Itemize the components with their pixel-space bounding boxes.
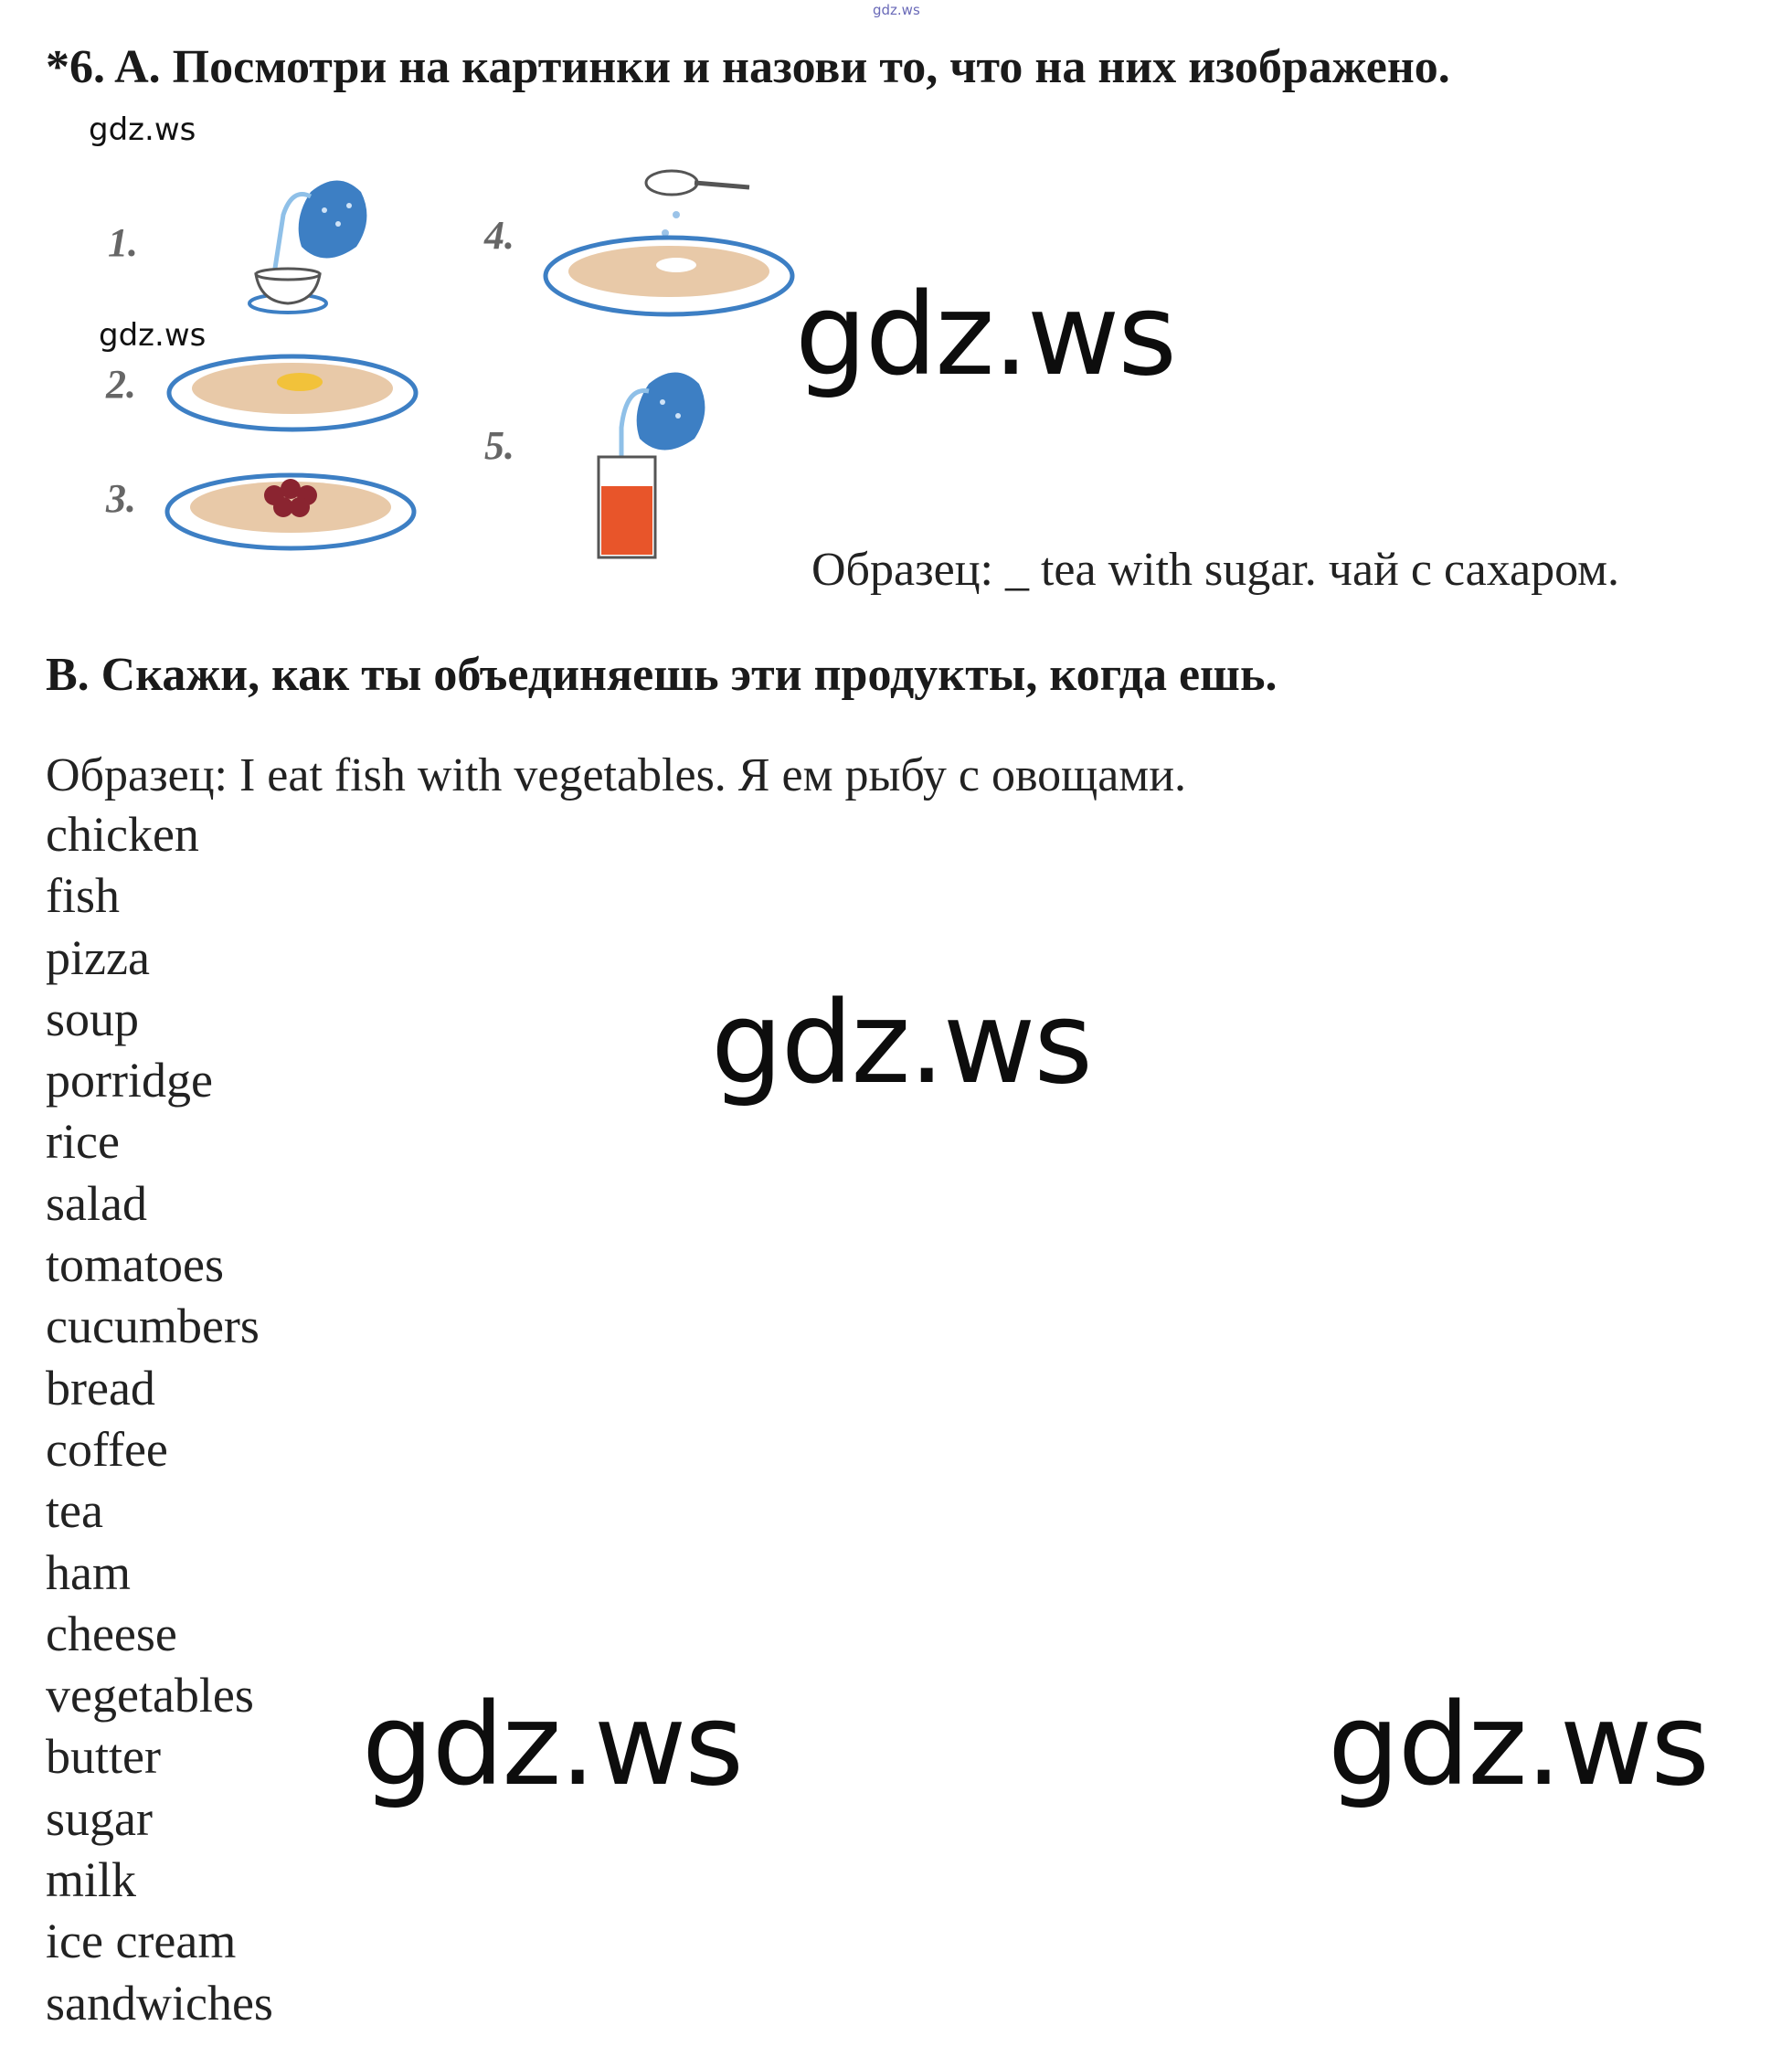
list-item: fish: [46, 868, 120, 924]
list-item: chicken: [46, 807, 199, 862]
list-item: ham: [46, 1544, 131, 1600]
list-item: vegetables: [46, 1668, 254, 1723]
food-illustration: [91, 155, 804, 594]
list-item: butter: [46, 1729, 161, 1785]
cup-and-pitcher-icon: [249, 181, 366, 313]
plate-with-berries-icon: [167, 475, 414, 548]
task-b-heading: B. Скажи, как ты объединяешь эти продукты, когда ешь.: [46, 649, 1278, 701]
list-item: pizza: [46, 929, 150, 985]
watermark-big-1: gdz.ws: [795, 270, 1175, 401]
list-item: tomatoes: [46, 1237, 224, 1293]
picture-number-3: 3.: [106, 476, 136, 521]
list-item: salad: [46, 1175, 147, 1231]
list-item: milk: [46, 1852, 137, 1908]
word-list: [46, 804, 273, 2034]
watermark-big-4: gdz.ws: [1328, 1680, 1708, 1811]
watermark-big-2: gdz.ws: [711, 978, 1091, 1109]
sample-a: Образец: _ tea with sugar. чай с сахаром.: [811, 544, 1620, 596]
task-a-heading: *6. A. Посмотри на картинки и назови то, что на них изображено.: [46, 41, 1450, 93]
list-item: ice cream: [46, 1914, 237, 1969]
list-item: bread: [46, 1360, 155, 1416]
plate-with-sugar-spoon-icon: [546, 171, 792, 314]
list-item: cucumbers: [46, 1299, 260, 1354]
picture-number-5: 5.: [484, 423, 514, 468]
top-watermark: gdz.ws: [873, 2, 920, 18]
list-item: sandwiches: [46, 1975, 273, 2031]
watermark-small-2: gdz.ws: [99, 317, 207, 354]
list-item: porridge: [46, 1053, 213, 1108]
plate-with-butter-icon: [169, 356, 416, 430]
glass-and-pitcher-icon: [599, 373, 705, 558]
list-item: cheese: [46, 1606, 177, 1661]
picture-number-1: 1.: [108, 220, 138, 265]
watermark-small-1: gdz.ws: [89, 111, 196, 148]
list-item: rice: [46, 1114, 120, 1170]
watermark-big-3: gdz.ws: [362, 1680, 742, 1811]
picture-number-2: 2.: [106, 362, 136, 407]
list-item: tea: [46, 1483, 103, 1539]
list-item: coffee: [46, 1421, 168, 1477]
sample-b: Образец: I eat fish with vegetables. Я ем рыбу с овощами.: [46, 749, 1187, 801]
list-item: soup: [46, 991, 140, 1046]
list-item: sugar: [46, 1790, 153, 1846]
picture-number-4: 4.: [484, 213, 514, 258]
